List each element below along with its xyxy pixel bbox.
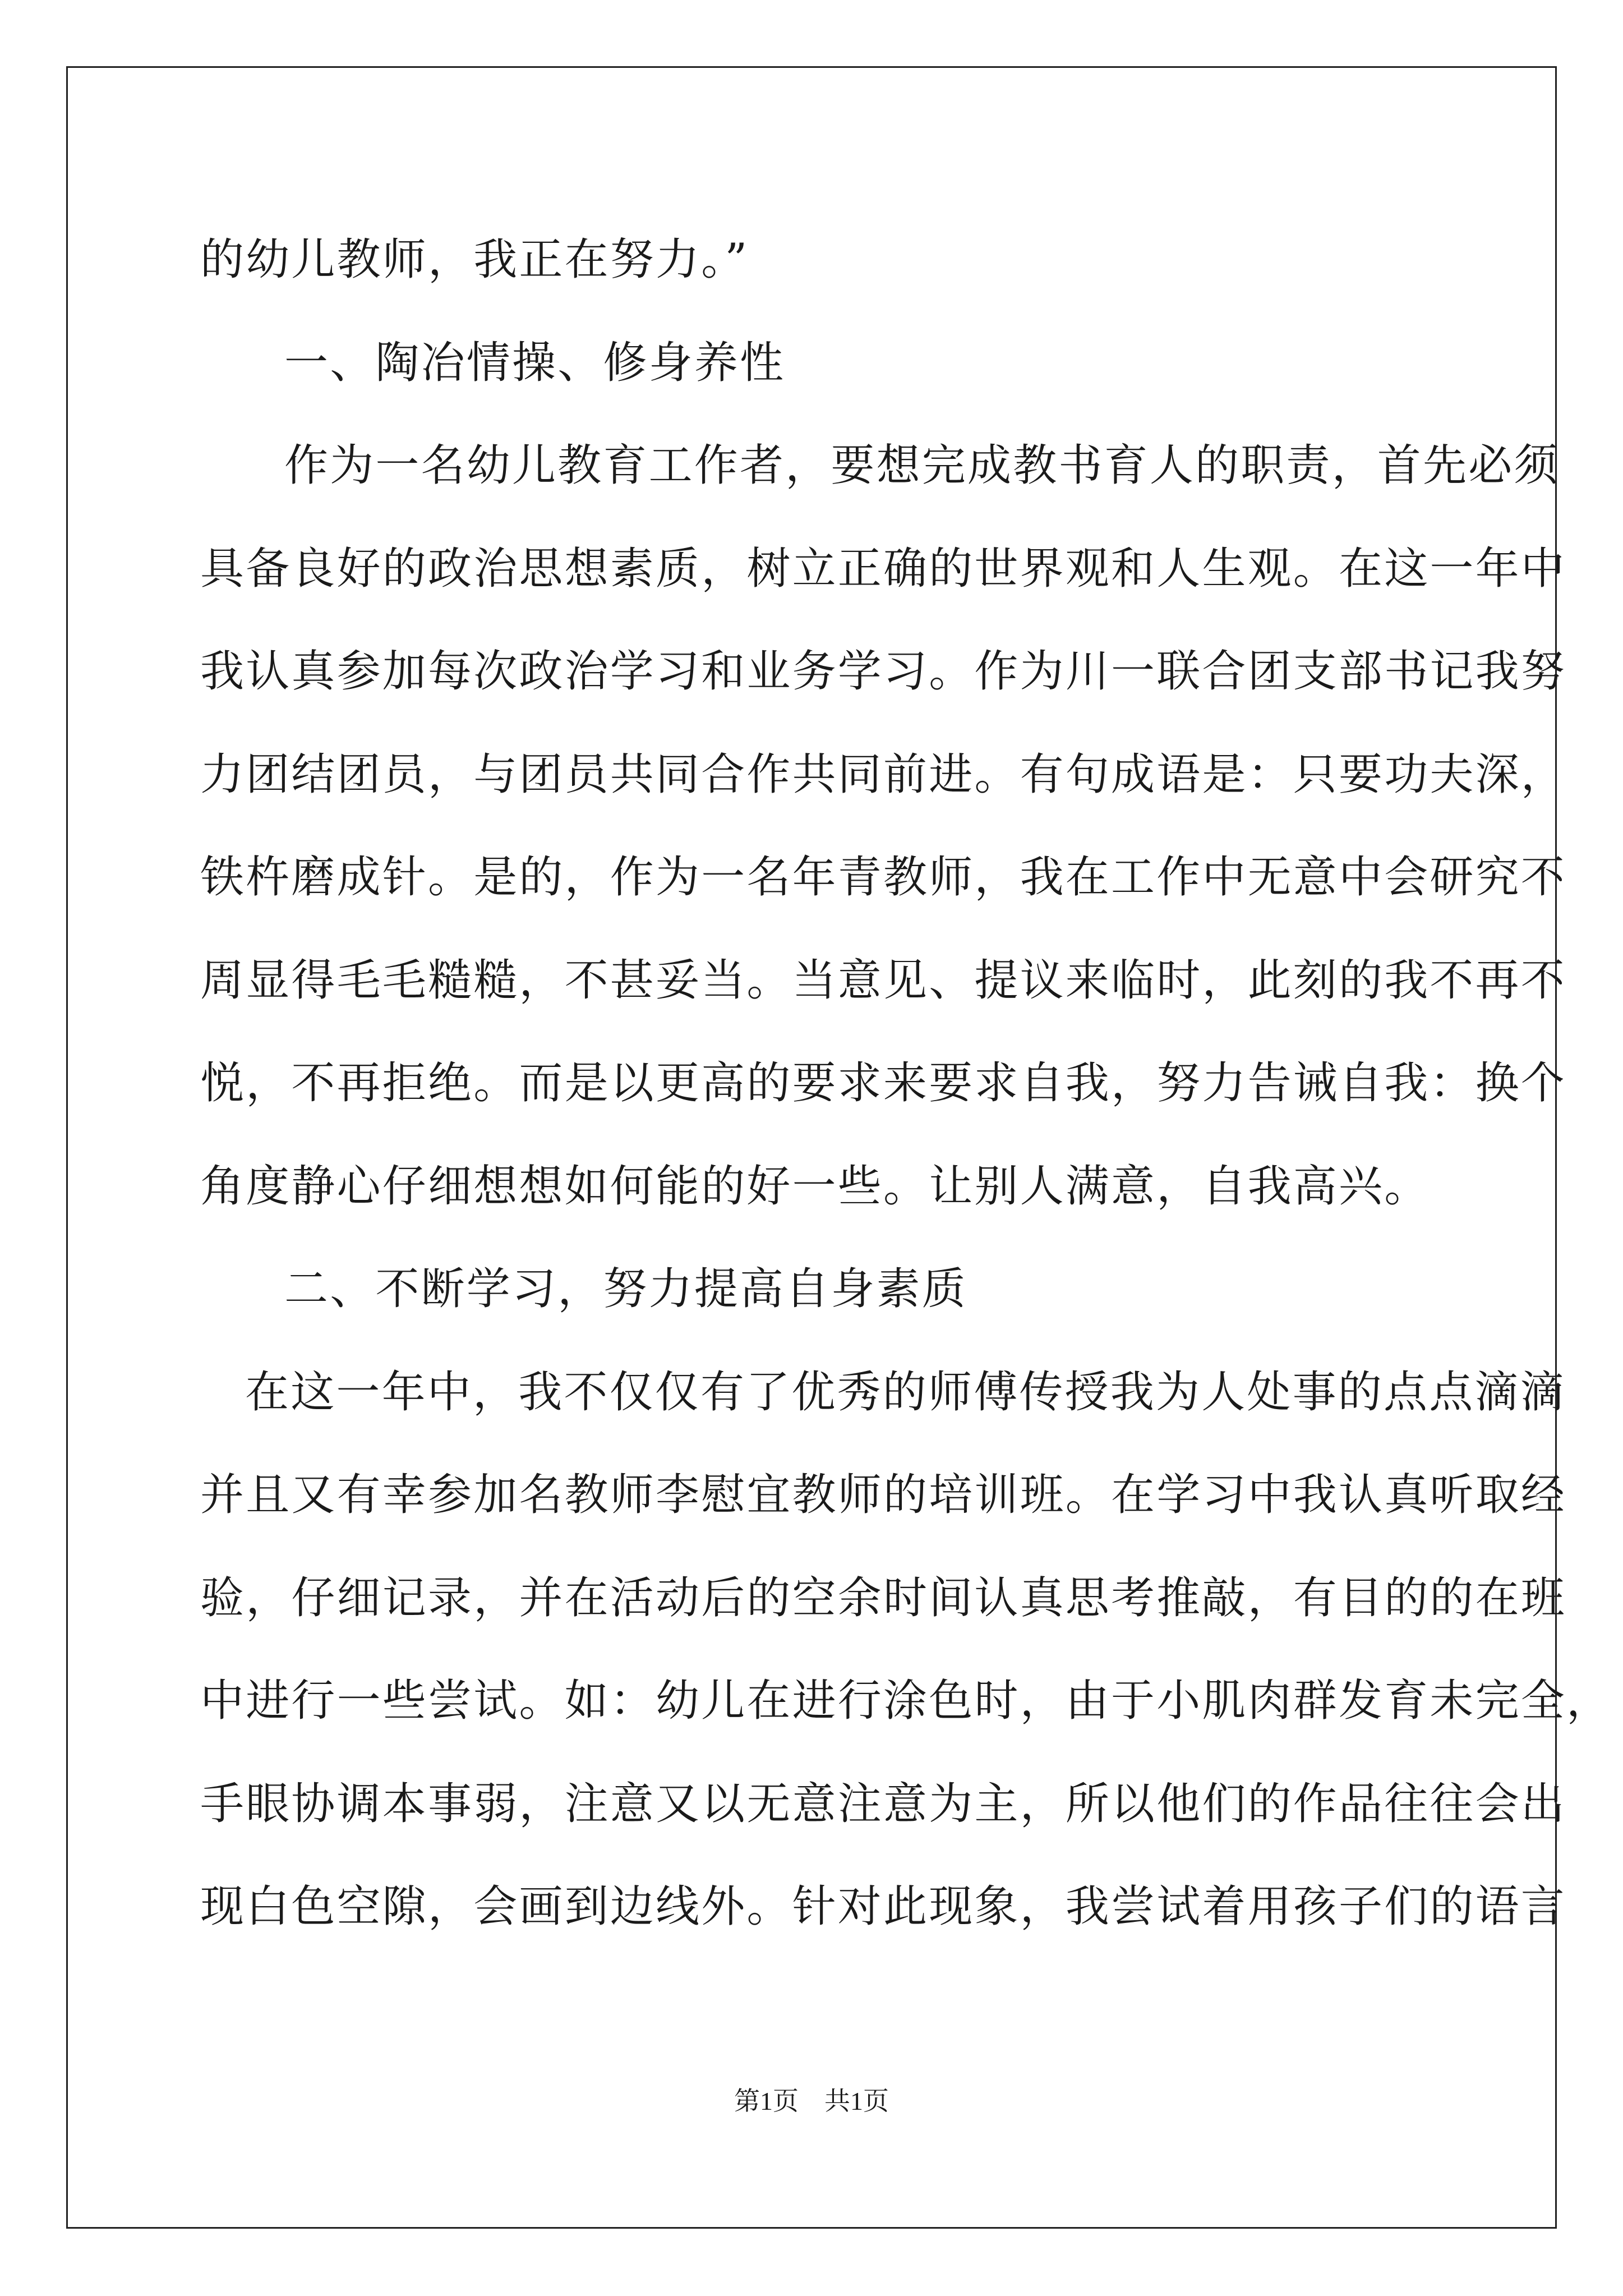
text-line-4: 具备良好的政治思想素质，树立正确的世界观和人生观。在这一年中 (200, 543, 1567, 594)
text-line-6: 力团结团员，与团员共同合作共同前进。有句成语是：只要功夫深， (200, 749, 1567, 800)
text-line-16: 手眼协调本事弱，注意又以无意注意为主，所以他们的作品往往会出 (200, 1778, 1567, 1829)
text-line-10: 角度静心仔细想想如何能的好一些。让别人满意，自我高兴。 (200, 1161, 1430, 1212)
section-heading-2: 二、不断学习，努力提高自身素质 (284, 1264, 968, 1314)
page-footer (0, 2081, 1623, 2118)
text-line-1: 的幼儿教师，我正在努力。” (200, 234, 749, 285)
section-heading-1: 一、陶冶情操、修身养性 (284, 337, 786, 388)
text-line-15: 中进行一些尝试。如：幼儿在进行涂色时，由于小肌肉群发育未完全， (200, 1676, 1612, 1726)
text-line-7: 铁杵磨成针。是的，作为一名年青教师，我在工作中无意中会研究不 (200, 852, 1567, 903)
text-line-3: 作为一名幼儿教育工作者，要想完成教书育人的职责，首先必须 (284, 440, 1560, 491)
text-line-14: 验，仔细记录，并在活动后的空余时间认真思考推敲，有目的的在班 (200, 1572, 1567, 1623)
text-line-5: 我认真参加每次政治学习和业务学习。作为川一联合团支部书记我努 (200, 646, 1567, 697)
page-total: 共1页 (824, 2087, 889, 2115)
text-line-9: 悦，不再拒绝。而是以更高的要求来要求自我，努力告诫自我：换个 (200, 1058, 1567, 1108)
text-line-17: 现白色空隙，会画到边线外。针对此现象，我尝试着用孩子们的语言 (200, 1881, 1567, 1932)
page-number: 第1页 (734, 2087, 799, 2115)
text-line-12: 在这一年中，我不仅仅有了优秀的师傅传授我为人处事的点点滴滴 (245, 1366, 1566, 1418)
text-line-13: 并且又有幸参加名教师李慰宜教师的培训班。在学习中我认真听取经 (200, 1470, 1567, 1520)
document-body (200, 209, 1612, 1959)
text-line-8: 周显得毛毛糙糙，不甚妥当。当意见、提议来临时，此刻的我不再不 (200, 955, 1567, 1006)
